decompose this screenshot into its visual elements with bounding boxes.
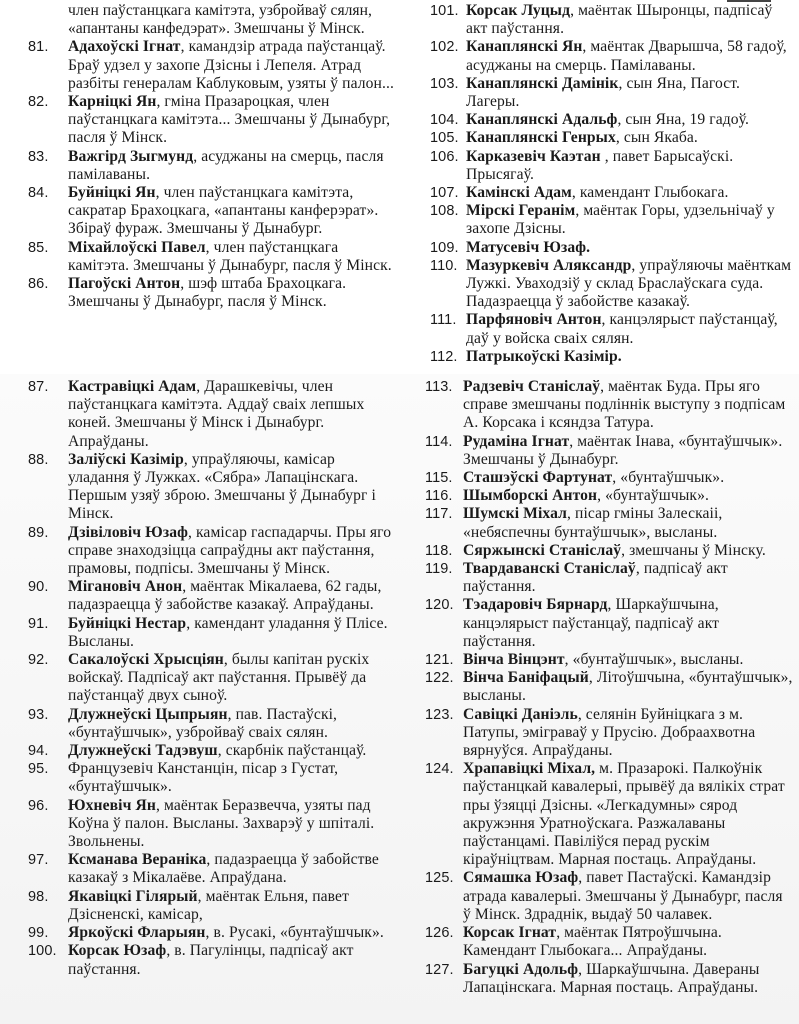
- list-entry: [28, 797, 398, 852]
- entry-number: 96.: [28, 797, 49, 814]
- entry-number: 89.: [28, 524, 49, 541]
- entry-description: , сын Яна, Пагост. Лагеры.: [466, 74, 740, 111]
- entry-number: 101.: [430, 3, 459, 19]
- person-name: Вінча Баніфацый: [463, 669, 589, 687]
- list-entry: [425, 433, 793, 469]
- person-name: Камінскі Адам: [466, 184, 572, 202]
- entry-description: , пав. Пастаўскі, «бунтаўшчык», узбройваў сваіх сялян.: [68, 705, 338, 741]
- entry-description: , маёнтак Буда. Пры яго справе змешчаны подліннік выступу з подпісам А. Корсака і ксяндза Татура.: [463, 378, 786, 432]
- entry-description: , былы капітан рускіх войскаў. Падпісаў акт паўстання. Прывёў да паўстанцаў двух сыноў.: [68, 651, 370, 705]
- person-name: Каcтравіцкі Адам: [68, 378, 197, 395]
- entry-number: 105.: [430, 130, 459, 147]
- list-entry: [28, 888, 398, 924]
- list-entry: [28, 275, 398, 311]
- list-entry: [28, 651, 398, 706]
- list-entry: [430, 202, 792, 238]
- entry-description: , змешчаны ў Мінску.: [621, 541, 766, 559]
- list-entry: [425, 651, 793, 669]
- entry-description: , Шаркаўшчына, канцэлярыст паўстанцаў, падпісаў акт паўстання.: [463, 596, 720, 650]
- entry-number: 121.: [425, 652, 454, 669]
- list-entry: [430, 38, 792, 74]
- list-entry: [425, 542, 793, 560]
- top-left-column: [28, 2, 398, 311]
- list-entry: [28, 93, 398, 148]
- person-name: Міхайлоўскі Павел: [68, 238, 206, 256]
- entry-description: , скарбнік паўстанцаў.: [217, 742, 367, 760]
- entry-number: 88.: [28, 451, 49, 468]
- list-entry: [28, 742, 398, 760]
- entry-number: 120.: [425, 597, 454, 614]
- bottom-right-column: [425, 378, 793, 997]
- person-name: Багуцкі Адольф: [463, 960, 579, 978]
- list-entry: [425, 596, 793, 651]
- entry-description: , маёнтак Ельня, павет Дзісненскі, камісар,: [68, 887, 349, 923]
- entry-number: 116.: [425, 488, 453, 505]
- list-entry: [425, 487, 793, 505]
- entry-description: , камандзір атрада паўстанцаў. Браў удзел у захопе Дзісны і Лепеля. Атрад разбіты генералам Каблуковым, узяты ў палон...: [68, 38, 394, 92]
- entry-description: , Шаркаўшчына. Давераны Лапацінскага. Марная постаць. Апраўданы.: [463, 960, 760, 996]
- list-entry: [28, 184, 398, 239]
- entry-description: , маёнтак Горы, удзельнічаў у захопе Дзісны.: [466, 202, 775, 238]
- entry-number: 91.: [28, 615, 49, 632]
- entry-number: 84.: [28, 185, 49, 202]
- person-name: Длужнеўскі Тадэвуш: [68, 742, 218, 760]
- entry-description: Французевіч Канстанцін, пісар з Густат, «бунтаўшчык».: [68, 760, 339, 796]
- entry-description: , «бунтаўшчык».: [597, 487, 710, 505]
- person-name: Патрыкоўскі Казімір.: [466, 347, 622, 365]
- scan-bottom-section: [0, 374, 799, 1024]
- person-name: Ксманава Вераніка: [68, 851, 207, 869]
- list-entry: [425, 869, 793, 924]
- entry-description: , шэф штаба Брахоцкага. Змешчаны ў Дынабург, пасля ў Мінск.: [68, 275, 347, 311]
- person-name: Мірскі Геранім: [466, 202, 576, 220]
- person-name: Юхневіч Ян: [68, 796, 156, 814]
- entry-description: , упраўляючы, камісар уладання ў Лужках. «Сябра» Лапацінскага. Першым узяў зброю. Змешчаны ў Дынабург і Мінск.: [68, 450, 376, 523]
- list-entry: [430, 2, 792, 38]
- person-name: Заліўскі Казімір: [68, 450, 184, 468]
- person-name: Карніцкі Ян: [68, 93, 157, 111]
- person-name: Дзівіловіч Юзаф: [68, 523, 188, 541]
- entry-description: , Літоўшчына, «бунтаўшчык», высланы.: [463, 669, 793, 705]
- person-name: Корсак Ігнат: [463, 924, 557, 942]
- entry-number: 117.: [425, 506, 453, 523]
- list-entry: [28, 524, 398, 579]
- entry-description: , падазраецца ў забойстве казакаў з Мікалаёве. Апраўдана.: [68, 851, 379, 887]
- person-name: Сташэўскі Фартунат: [463, 469, 613, 487]
- list-entry: [425, 961, 793, 997]
- entry-number: 119.: [425, 561, 453, 578]
- list-entry: [28, 615, 398, 651]
- person-name: Сакалоўскі Хрысціян: [68, 651, 224, 669]
- person-name: Важгірд Зыгмунд: [68, 147, 194, 165]
- entry-description: м. Празарокі. Палкоўнік паўстанцкай кавалерыі, прывёў да вялікіх страт пры ўзяцці Дзісны. «Легкадумны» сярод акружэння Уратноўскага. Разжалаваны паўстанцамі. Павіліўся перад рускім кіраўніцтвам. Марная постаць. Апраўданы.: [463, 760, 785, 869]
- entry-number: 82.: [28, 94, 49, 111]
- entry-description: , в. Пагулінцы, падпісаў акт паўстання.: [68, 942, 354, 978]
- entry-continuation: член паўстанцкага камітэта, узбройваў сялян, «апантаны канфедэрат». Змешчаны ў Мінск.: [68, 2, 372, 38]
- person-name: Пагоўскі Антон: [68, 275, 181, 293]
- entry-number: 86.: [28, 276, 49, 293]
- list-entry: [425, 706, 793, 761]
- person-name: Мігановіч Анон: [68, 578, 183, 596]
- entry-description: , «бунтаўшчык».: [612, 469, 725, 487]
- person-name: Твардаванскі Станіслаў: [463, 560, 636, 578]
- entry-number: 104.: [430, 112, 459, 129]
- list-entry: [28, 851, 398, 887]
- list-entry: [430, 311, 792, 347]
- list-entry: [425, 378, 793, 433]
- entry-number: 94.: [28, 743, 49, 760]
- person-name: Канаплянскі Дамінік: [466, 74, 619, 92]
- person-name: Шумскі Міхал: [463, 505, 567, 523]
- entry-number: 124.: [425, 761, 454, 778]
- entry-description: , маёнтак Пятроўшчына. Камендант Глыбокага... Апраўданы.: [463, 924, 722, 960]
- entry-number: 99.: [28, 925, 49, 942]
- person-name: Рудаміна Ігнат: [463, 432, 570, 450]
- scan-top-section: [0, 0, 799, 372]
- person-name: Буйніцкі Ян: [68, 184, 156, 202]
- entry-number: 125.: [425, 870, 454, 887]
- entry-number: 93.: [28, 706, 49, 723]
- entry-description: , камендант уладання ў Плісе. Высланы.: [68, 614, 388, 650]
- entry-description: , камендант Глыбокага.: [571, 184, 729, 202]
- person-name: Матусевіч Юзаф.: [466, 238, 591, 256]
- list-entry: [28, 239, 398, 275]
- entry-number: 98.: [28, 888, 49, 905]
- top-right-column: [430, 2, 792, 366]
- person-name: Буйніцкі Нестар: [68, 614, 187, 632]
- list-entry: [28, 148, 398, 184]
- person-name: Парфяновіч Антон: [466, 311, 602, 329]
- list-entry: [28, 706, 398, 742]
- person-name: Храпавіцкі Міхал,: [463, 760, 596, 778]
- entry-description: , маёнтак Мікалаева, 62 гады, падазраецца ў забойстве казакаў. Апраўданы.: [68, 578, 382, 614]
- entry-description: , «бунтаўшчык», высланы.: [564, 651, 744, 669]
- entry-number: 111.: [430, 312, 457, 329]
- entry-number: 90.: [28, 579, 49, 596]
- list-entry: [28, 38, 398, 93]
- entry-number: 123.: [425, 706, 454, 723]
- person-name: Длужнеўскі Цыпрыян: [68, 705, 228, 723]
- entry-number: 85.: [28, 239, 49, 256]
- person-name: Канаплянскі Адальф: [466, 111, 618, 129]
- entry-number: 87.: [28, 379, 49, 395]
- person-name: Яркоўскі Фларыян: [68, 924, 206, 942]
- entry-description: , Дарашкевічы, член паўстанцкага камітэта. Аддаў сваіх лепшых коней. Змешчаны ў Мінск і Дынабург. Апраўданы.: [68, 378, 365, 450]
- list-entry: [425, 669, 793, 705]
- entry-number: 113.: [425, 379, 453, 395]
- person-name: Якавіцкі Гілярый: [68, 887, 198, 905]
- entry-description: , гміна Празароцкая, член паўстанцкага камітэта... Змешчаны ў Дынабург, пасля ў Мінск.: [68, 93, 391, 147]
- entry-description: , падпісаў акт паўстання.: [463, 560, 728, 596]
- list-entry: [430, 129, 792, 147]
- entry-description: , маёнтак Інава, «бунтаўшчык». Змешчаны ў Дынабург.: [463, 432, 783, 468]
- entry-description: , член паўстанцкага камітэта, сакратар Брахоцкага, «апантаны канферэрат». Збіраў фураж. Змешчаны ў Дынабург.: [68, 184, 379, 238]
- entry-description: , сын Якаба.: [615, 129, 698, 147]
- entry-number: 81.: [28, 39, 49, 56]
- person-name: Корсак Луцыд: [466, 2, 571, 19]
- list-entry: [425, 760, 793, 869]
- entry-description: , селянін Буйніцкага з м. Патупы, эміграваў у Прусію. Добраахвотна вярнуўся. Апраўданы.: [463, 705, 756, 760]
- entry-description: , член паўстанцкага камітэта. Змешчаны ў Дынабург, пасля ў Мінск.: [68, 238, 392, 274]
- person-name: Канаплянскі Генрых: [466, 129, 616, 147]
- person-name: Савіцкі Даніэль: [463, 705, 578, 723]
- person-name: Корсак Юзаф: [68, 942, 167, 960]
- person-name: Мазуркевіч Аляксандр: [466, 256, 632, 274]
- entry-description: , маёнтак Дварышча, 58 гадоў, асуджаны на смерць. Памілаваны.: [466, 38, 787, 74]
- list-entry: [430, 257, 792, 312]
- bottom-left-column: [28, 378, 398, 979]
- list-entry: [28, 378, 398, 451]
- person-name: Радзевіч Станіслаў: [463, 378, 601, 395]
- person-name: Сяржынскі Станіслаў: [463, 541, 622, 559]
- list-entry: [430, 148, 792, 184]
- list-entry: [28, 760, 398, 796]
- person-name: Вінча Вінцэнт: [463, 651, 565, 669]
- entry-number: 126.: [425, 925, 454, 942]
- entry-description: , сын Яна, 19 гадоў.: [617, 111, 750, 129]
- person-name: Адахоўскі Ігнат: [68, 38, 181, 56]
- entry-number: 122.: [425, 670, 454, 687]
- list-entry: [425, 924, 793, 960]
- entry-number: 127.: [425, 961, 454, 978]
- list-entry: [430, 184, 792, 202]
- list-entry: [425, 505, 793, 541]
- list-entry: [425, 469, 793, 487]
- entry-description: , в. Русакі, «бунтаўшчык».: [205, 924, 384, 942]
- list-entry: [28, 924, 398, 942]
- entry-number: 97.: [28, 852, 49, 869]
- list-entry: [425, 560, 793, 596]
- person-name: Тэадаровіч Бярнард: [463, 596, 608, 614]
- entry-description: , камісар гаспадарчы. Пры яго справе знаходзіцца сапраўдны акт паўстання, прамовы, подпісы. Змешчаны ў Мінск.: [68, 523, 392, 578]
- entry-number: 106.: [430, 148, 459, 165]
- entry-number: 95.: [28, 761, 49, 778]
- entry-description: , пісар гміны Залескаіі, «небяспечны бунтаўшчык», высланы.: [463, 505, 723, 541]
- entry-number: 92.: [28, 652, 49, 669]
- list-entry: [430, 348, 792, 366]
- list-entry: [430, 111, 792, 129]
- entry-number: 115.: [425, 470, 453, 487]
- entry-description: , павет Барысаўскі. Прысягаў.: [466, 147, 734, 183]
- entry-description: , упраўляючы маёнткам Лужкі. Уваходзіў у склад Браслаўскага суда. Падазраецца ў забойстве казакаў.: [466, 256, 792, 311]
- person-name: Шымборскі Антон: [463, 487, 598, 505]
- entry-description: , канцэлярыст паўстанцаў, даў у войска сваіх сялян.: [466, 311, 778, 347]
- person-name: Сямашка Юзаф: [463, 869, 579, 887]
- entry-number: 118.: [425, 542, 453, 559]
- entry-description: , павет Пастаўскі. Камандзір атрада кавалерыі. Змешчаны ў Дынабург, пасля ў Мінск. Здраднік, выдаў 50 чалавек.: [463, 869, 783, 923]
- entry-number: 110.: [430, 257, 458, 274]
- list-entry: [430, 239, 792, 257]
- list-entry: [28, 578, 398, 614]
- entry-number: 114.: [425, 433, 453, 450]
- list-entry: [28, 942, 398, 978]
- entry-number: 83.: [28, 148, 49, 165]
- person-name: Карказевіч Каэтан: [466, 147, 601, 165]
- entry-number: 102.: [430, 39, 459, 56]
- list-entry: [28, 451, 398, 524]
- entry-number: 108.: [430, 203, 459, 220]
- person-name: Канаплянскі Ян: [466, 38, 583, 56]
- entry-description: , маёнтак Шыронцы, падпісаў акт паўстання.: [466, 2, 773, 38]
- entry-description: , маёнтак Беразвечча, узяты пад Коўна ў палон. Высланы. Захварэў у шпіталі. Звольнены.: [68, 796, 375, 851]
- entry-number: 100.: [28, 943, 57, 960]
- entry-number: 107.: [430, 185, 459, 202]
- list-entry: [430, 75, 792, 111]
- entry-number: 103.: [430, 75, 459, 92]
- entry-number: 109.: [430, 239, 459, 256]
- entry-description: , асуджаны на смерць, пасля памілаваны.: [68, 147, 384, 183]
- entry-number: 112.: [430, 348, 458, 365]
